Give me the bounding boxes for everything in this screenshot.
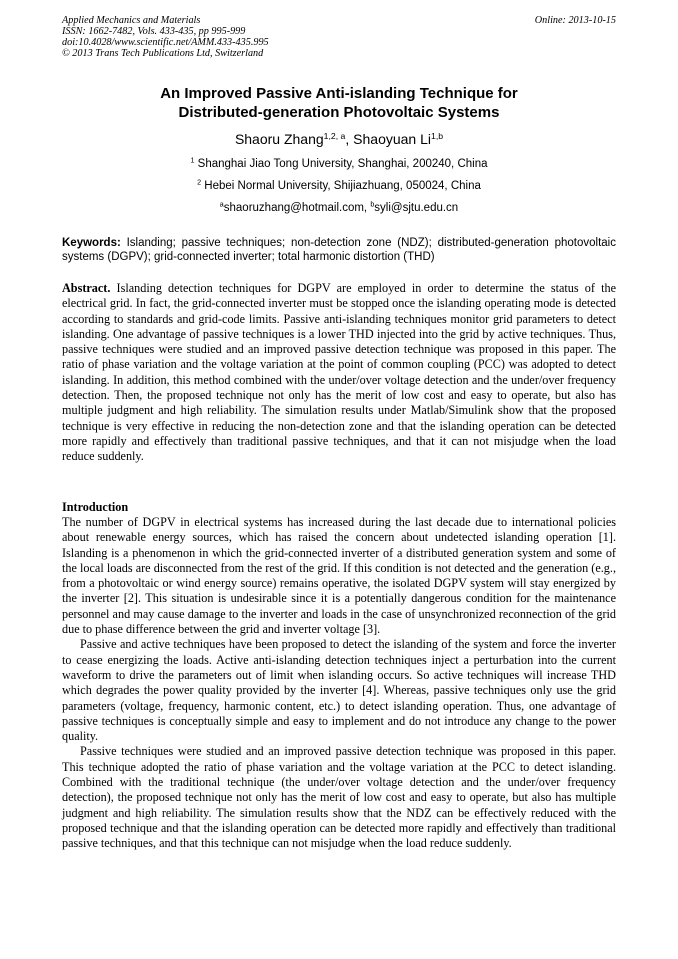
author-name: Shaoru Zhang xyxy=(234,131,324,147)
affiliation xyxy=(62,157,616,171)
introduction-body xyxy=(62,515,616,852)
doi-line[interactable]: doi:10.4028/www.scientific.net/AMM.433-435.995 xyxy=(62,37,269,49)
author-list xyxy=(62,130,616,148)
email-mark: b xyxy=(370,200,375,209)
affiliation-mark: 1 xyxy=(190,156,195,165)
copyright-line: © 2013 Trans Tech Publications Ltd, Switzerland xyxy=(62,48,264,60)
affiliation-text: Shanghai Jiao Tong University, Shanghai, 200240, China xyxy=(197,158,488,170)
title-line-1: An Improved Passive Anti-islanding Technique for xyxy=(160,85,518,102)
affiliation-text: Hebei Normal University, Shijiazhuang, 050024, China xyxy=(204,180,481,192)
abstract-text: Islanding detection techniques for DGPV are employed in order to determine the status of the electrical grid. In fact, the grid-connected inverter must be stopped once the islanding operating mode is detected according to standards and grid-code limits. Passive anti-islanding techniques monitor grid parameters to detect islanding. One advantage of passive techniques is a lower THD injected into the grid by active techniques. Thus, passive techniques were studied and an improved passive detection technique was proposed in this paper. The ratio of phase variation and the voltage variation at the point of common coupling (PCC) was adopted to detect islanding. In addition, this method combined with the under/over voltage detection and the under/over frequency detection. Then, the proposed technique not only has the merit of low cost and easy to operate, but also has multiple judgment and high reliability. The simulation results under Matlab/Simulink show that the proposed technique is very effective in reducing the non-detection zone and that the islanding operation can be detected more rapidly and effectively than traditional passive techniques, and that it can not misjudge when the load reduce suddenly. xyxy=(62,281,616,464)
keywords-section xyxy=(62,236,616,264)
abstract-paragraph xyxy=(62,281,616,465)
author-affiliation-mark: 1,2, a xyxy=(323,130,346,141)
journal-name: Applied Mechanics and Materials xyxy=(62,15,201,26)
email-link[interactable]: shaoruzhang@hotmail.com, xyxy=(223,202,371,214)
paper-title xyxy=(62,84,616,122)
issn-line: ISSN: 1662-7482, Vols. 433-435, pp 995-999 xyxy=(62,26,246,38)
email-link[interactable]: syli@sjtu.edu.cn xyxy=(374,202,459,214)
author-name: Shaoyuan Li xyxy=(353,131,431,147)
affiliation xyxy=(62,179,616,193)
body-paragraph: Passive techniques were studied and an improved passive detection technique was proposed in this paper. This technique adopted the ratio of phase variation and the voltage variation at the PCC to detect islanding. Combined with the traditional technique (the under/over voltage detection and the under/over frequency detection), the proposed technique not only has the merit of low cost and easy to operate, but also has multiple judgment and high reliability. The simulation results show that the NDZ can be effectively reduced with the proposed technique and that the islanding operation can be detected more rapidly and effectively than traditional passive techniques, and that this technique can not misjudge when the load reduce suddenly. xyxy=(62,744,616,851)
body-paragraph: Passive and active techniques have been proposed to detect the islanding of the system and force the inverter to cease energizing the loads. Active anti-islanding detection techniques inject a perturbation into the current waveform to drive the parameters out of limit when islanding occurs. So active techniques will increase THD which degrades the power quality provided by the inverter [4]. Whereas, passive techniques only use the grid parameters (voltage, frequency, harmonic content, etc.) to detect islanding operation. Thus, one advantage of passive techniques is conceptually simple and easy to implement and do not introduce any change to the power quality. xyxy=(62,637,616,744)
keywords-text: Islanding; passive techniques; non-detection zone (NDZ); distributed-generation photovoltaic systems (DGPV); grid-connected inverter; total harmonic distortion (THD) xyxy=(62,237,616,263)
title-line-2: Distributed-generation Photovoltaic Systems xyxy=(178,104,500,121)
online-date: Online: 2013-10-15 xyxy=(534,15,616,26)
keywords-label: Keywords: xyxy=(62,237,121,249)
author-affiliation-mark: 1,b xyxy=(431,130,444,141)
abstract-label: Abstract. xyxy=(62,281,111,295)
author-separator: , xyxy=(345,131,354,147)
journal-header xyxy=(62,15,616,59)
author-emails xyxy=(62,201,616,215)
body-paragraph: The number of DGPV in electrical systems has increased during the last decade due to international policies about renewable energy sources, which has raised the concern about undetected islanding operation [1]. Islanding is a phenomenon in which the grid-connected inverter of a distributed generation system and some of the local loads are disconnected from the rest of the grid. If this condition is not detected and the generation (e.g., from a photovoltaic or wind energy source) remains operative, the isolated DGPV system will stay energized by the inverter [2]. This situation is undesirable since it is a potentially dangerous condition for the maintenance personnel and may cause damage to the inverter and loads in the case of unsynchronized reconnection of the grid due to phase difference between the grid and inverter voltage [3]. xyxy=(62,515,616,637)
affiliation-mark: 2 xyxy=(197,178,202,187)
section-heading: Introduction xyxy=(62,500,129,514)
email-mark: a xyxy=(219,200,224,209)
